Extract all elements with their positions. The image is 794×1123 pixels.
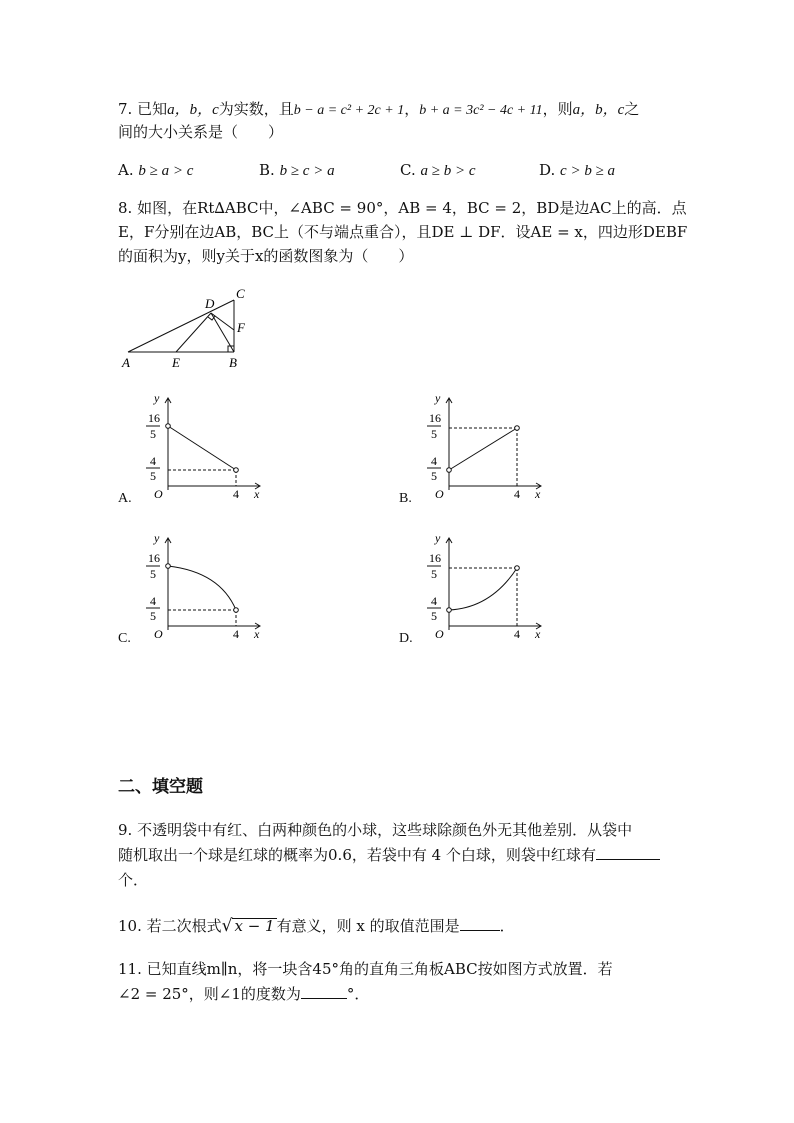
q9-line3: 个． <box>118 871 149 889</box>
label-c: C <box>236 286 245 301</box>
tick-top-num: 16 <box>429 551 441 565</box>
graph-b[interactable] <box>421 392 551 504</box>
q11-line2 <box>118 984 369 1004</box>
q7-option-d[interactable] <box>539 160 615 181</box>
q10-radicand: x − 1 <box>234 917 275 935</box>
q7-line2: 间的大小关系是（ ） <box>118 123 284 141</box>
tick-low-den: 5 <box>150 469 156 483</box>
q7-eq1: b − a = c² + 2c + 1 <box>293 103 405 118</box>
q10-text: 有意义，则 x 的取值范围是 <box>276 917 460 935</box>
label-d: D <box>205 296 215 311</box>
q7-text: 为实数，且 <box>218 100 294 118</box>
q10-line <box>118 916 515 936</box>
option-expr: b ≥ c > a <box>279 163 335 179</box>
tick-top-num: 16 <box>148 411 160 425</box>
tick-low-num: 4 <box>431 454 437 468</box>
tick-top-num: 16 <box>148 551 160 565</box>
q7-line1 <box>118 99 639 121</box>
graph-c[interactable] <box>140 532 270 644</box>
y-axis-label: y <box>435 532 441 545</box>
x-axis-label: x <box>535 487 541 501</box>
q9-answer-blank[interactable] <box>596 845 660 860</box>
tick-low-num: 4 <box>150 594 156 608</box>
graph-a[interactable] <box>140 392 270 504</box>
origin-label: O <box>435 627 444 641</box>
origin-label: O <box>435 487 444 501</box>
tick-top-den: 5 <box>150 567 156 581</box>
tick-low-den: 5 <box>150 609 156 623</box>
q9-line2 <box>118 845 660 865</box>
option-label: C. <box>400 161 416 179</box>
q8-line3: 的面积为y，则y关于x的函数图象为（ ） <box>118 247 414 265</box>
tick-low-den: 5 <box>431 609 437 623</box>
q7-sep: ， <box>404 100 420 118</box>
option-expr: b ≥ a > c <box>138 163 194 179</box>
label-b: B <box>229 355 237 370</box>
sqrt-icon: √ <box>221 916 233 936</box>
label-f: F <box>237 320 245 335</box>
tick-top-den: 5 <box>431 567 437 581</box>
y-axis-label: y <box>154 392 160 405</box>
y-axis-label: y <box>435 392 441 405</box>
y-axis-label: y <box>154 532 160 545</box>
tick-top-den: 5 <box>431 427 437 441</box>
tick-low-num: 4 <box>431 594 437 608</box>
q8-line1: 8. 如图，在Rt∆ABC中，∠ABC = 90°，AB = 4，BC = 2，BD是边AC上的高．点 <box>118 199 687 217</box>
q10-text: 10. 若二次根式 <box>118 917 222 935</box>
tick-low-den: 5 <box>431 469 437 483</box>
label-e: E <box>172 355 180 370</box>
tick-x: 4 <box>514 627 520 641</box>
graph-option-a-label[interactable]: A. <box>118 491 132 506</box>
graph-d[interactable] <box>421 532 551 644</box>
x-axis-label: x <box>254 627 260 641</box>
q7-option-a[interactable] <box>118 160 193 181</box>
q11-line1: 11. 已知直线m∥n，将一块含45°角的直角三角板ABC按如图方式放置．若 <box>118 960 613 978</box>
q7-eq2: b + a = 3c² − 4c + 11 <box>419 103 543 118</box>
x-axis-label: x <box>254 487 260 501</box>
graph-option-c-label[interactable]: C. <box>118 631 131 646</box>
q7-text: 之 <box>624 100 640 118</box>
q9-line1: 9. 不透明袋中有红、白两种颜色的小球，这些球除颜色外无其他差别．从袋中 <box>118 821 633 839</box>
q7-text: 7. 已知 <box>118 100 168 118</box>
option-label: A. <box>118 161 134 179</box>
tick-x: 4 <box>233 627 239 641</box>
section-title: 二、填空题 <box>118 777 203 797</box>
graph-option-b-label[interactable]: B. <box>399 491 412 506</box>
q9-text: 随机取出一个球是红球的概率为0.6，若袋中有 4 个白球，则袋中红球有 <box>118 846 596 864</box>
q7-option-b[interactable] <box>259 160 335 181</box>
x-axis-label: x <box>535 627 541 641</box>
option-label: D. <box>539 161 556 179</box>
origin-label: O <box>154 487 163 501</box>
q7-vars: a，b，c <box>167 102 219 118</box>
option-label: B. <box>259 161 275 179</box>
q11-answer-blank[interactable] <box>301 984 347 999</box>
q10-text: ． <box>499 917 515 935</box>
q7-vars2: a，b，c <box>572 102 625 118</box>
q10-answer-blank[interactable] <box>460 916 500 931</box>
option-expr: c > b ≥ a <box>560 163 616 179</box>
q8-line2: E，F分别在边AB，BC上（不与端点重合），且DE ⊥ DF．设AE = x，四边形DEBF <box>118 223 688 241</box>
q11-text: °． <box>346 985 370 1003</box>
tick-top-num: 16 <box>429 411 441 425</box>
graph-option-d-label[interactable]: D. <box>399 631 413 646</box>
triangle-figure <box>110 280 270 375</box>
option-expr: a ≥ b > c <box>420 163 476 179</box>
tick-x: 4 <box>233 487 239 501</box>
tick-x: 4 <box>514 487 520 501</box>
label-a: A <box>122 355 130 370</box>
q11-text: ∠2 = 25°，则∠1的度数为 <box>118 985 301 1003</box>
q7-option-c[interactable] <box>400 160 476 181</box>
q7-text: ，则 <box>542 100 573 118</box>
origin-label: O <box>154 627 163 641</box>
tick-low-num: 4 <box>150 454 156 468</box>
tick-top-den: 5 <box>150 427 156 441</box>
